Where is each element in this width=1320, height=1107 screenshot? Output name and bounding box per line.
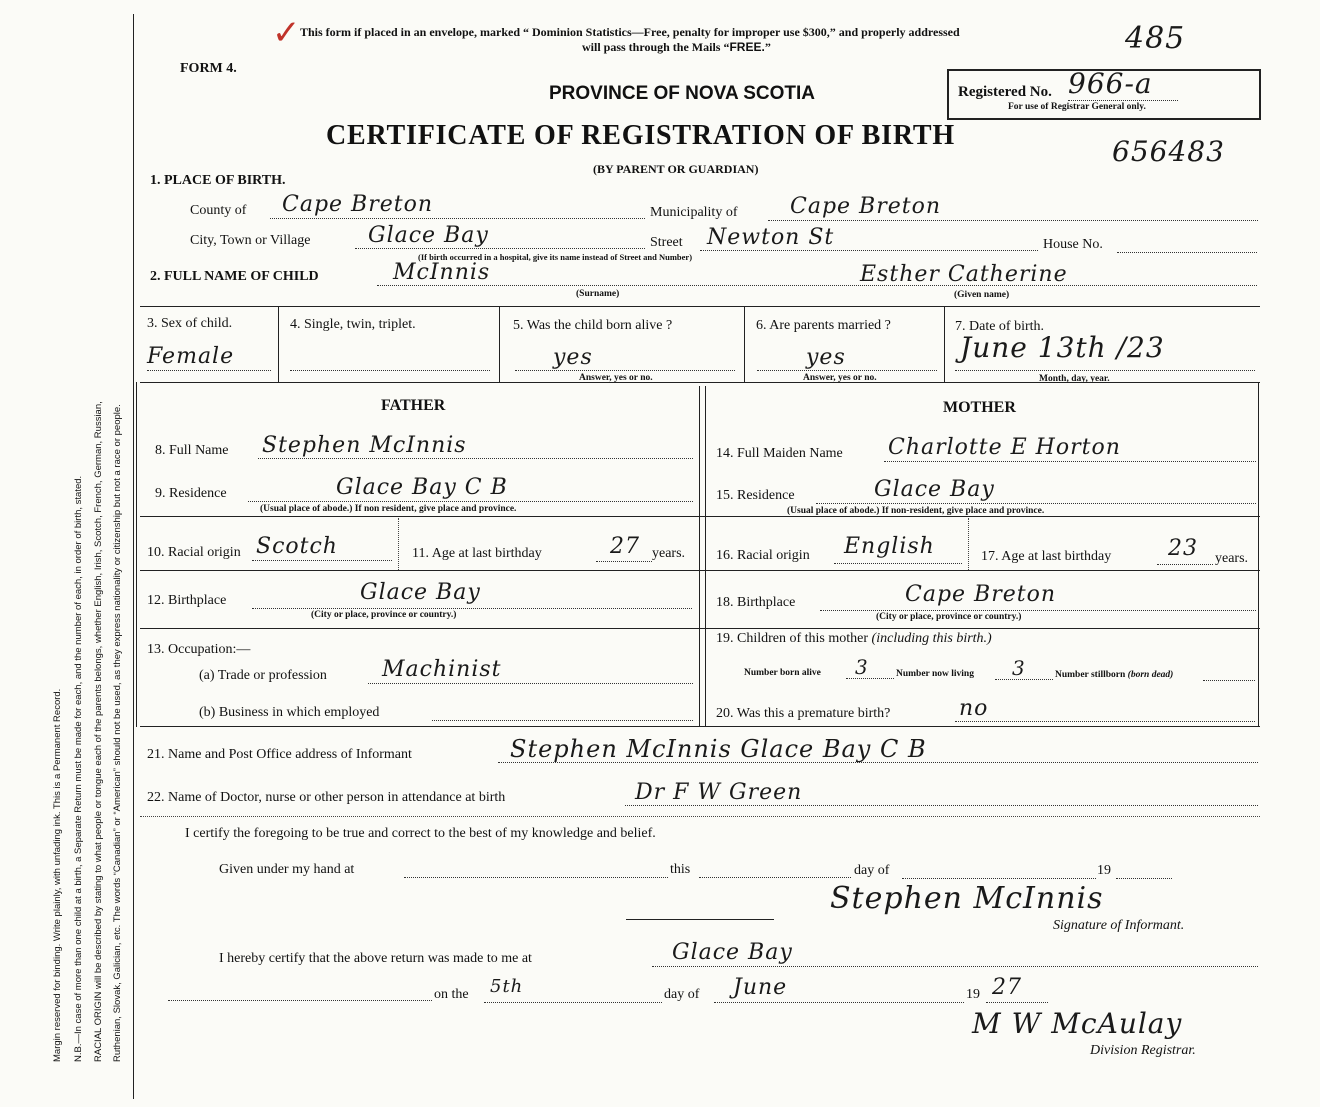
mother-residence-note: (Usual place of abode.) If non-resident, give place and province.: [787, 506, 1045, 516]
mother-racial: English: [844, 534, 935, 559]
dob-label: 7. Date of birth.: [955, 319, 1045, 334]
certificate-title: CERTIFICATE OF REGISTRATION OF BIRTH: [326, 120, 955, 151]
father-birthplace: Glace Bay: [360, 580, 481, 605]
on-the-label: on the: [434, 987, 469, 1002]
doctor-value: Dr F W Green: [635, 780, 803, 805]
mother-years: years.: [1215, 551, 1249, 566]
mother-racial-label: 16. Racial origin: [716, 548, 810, 563]
mother-age-label: 17. Age at last birthday: [981, 549, 1112, 564]
registrar-year: 27: [992, 975, 1022, 1000]
year-prefix-1: 19: [1097, 863, 1111, 878]
certificate-subtitle: (BY PARENT OR GUARDIAN): [593, 162, 759, 176]
father-name: Stephen McInnis: [262, 433, 467, 458]
father-heading: FATHER: [381, 397, 446, 414]
premature-value: no: [959, 696, 989, 721]
father-age: 27: [610, 534, 640, 559]
informant-signature: Stephen McInnis: [830, 881, 1104, 916]
registered-note: For use of Registrar General only.: [1008, 102, 1146, 112]
mother-residence: Glace Bay: [874, 477, 995, 502]
registrar-signature: M W McAulay: [972, 1007, 1183, 1040]
father-residence: Glace Bay C B: [336, 475, 508, 500]
sex-value: Female: [147, 344, 235, 369]
day-of-label: day of: [854, 863, 890, 878]
registrar-place: Glace Bay: [672, 940, 793, 965]
premature-label: 20. Was this a premature birth?: [716, 706, 891, 721]
form-number: FORM 4.: [180, 61, 237, 76]
now-living-count: 3: [1012, 656, 1026, 680]
street-label: Street: [650, 235, 683, 250]
street-value: Newton St: [707, 225, 835, 250]
father-birthplace-label: 12. Birthplace: [147, 593, 227, 608]
trade-label: (a) Trade or profession: [199, 668, 327, 683]
married-caption: Answer, yes or no.: [803, 373, 877, 383]
mother-age: 23: [1168, 536, 1198, 561]
municipality-label: Municipality of: [650, 205, 738, 220]
children-label: 19. Children of this mother (including this birth.): [716, 631, 992, 646]
registrar-signature-caption: Division Registrar.: [1090, 1043, 1196, 1058]
margin-note-racial-1: RACIAL ORIGIN will be described by stating to what people or tongue each of the parents belongs, whether English, Irish, Scotch, French, German, Russian,: [93, 401, 104, 1062]
city-value: Glace Bay: [368, 223, 489, 248]
this-label: this: [670, 862, 691, 877]
notice-line-2: will pass through the Mails “FREE.”: [582, 40, 771, 54]
mother-residence-label: 15. Residence: [716, 488, 795, 503]
informant-label: 21. Name and Post Office address of Informant: [147, 747, 412, 762]
doctor-label: 22. Name of Doctor, nurse or other person in attendance at birth: [147, 790, 506, 805]
county-value: Cape Breton: [282, 192, 434, 217]
left-border: [133, 14, 134, 1099]
born-alive-caption: Answer, yes or no.: [579, 373, 653, 383]
informant-value: Stephen McInnis Glace Bay C B: [510, 735, 927, 763]
born-alive-label: 5. Was the child born alive ?: [513, 318, 673, 333]
province-heading: PROVINCE OF NOVA SCOTIA: [549, 83, 816, 104]
father-years: years.: [652, 546, 686, 561]
born-alive-value: yes: [553, 345, 593, 370]
margin-note-nb: N.B.—In case of more than one child at a birth, a Separate Return must be made for each, and the number of each, in order of birth, stated.: [73, 475, 84, 1062]
given-caption: (Given name): [954, 290, 1010, 300]
father-racial-label: 10. Racial origin: [147, 545, 241, 560]
trade-value: Machinist: [382, 657, 502, 682]
child-name-label: 2. FULL NAME OF CHILD: [150, 269, 319, 284]
father-residence-label: 9. Residence: [155, 486, 227, 501]
registered-label: Registered No.: [958, 84, 1052, 100]
year-prefix-2: 19: [966, 987, 980, 1002]
day-of-label-2: day of: [664, 987, 700, 1002]
certify-statement: I certify the foregoing to be true and correct to the best of my knowledge and belief.: [185, 826, 656, 841]
business-label: (b) Business in which employed: [199, 705, 380, 720]
mother-birthplace: Cape Breton: [905, 582, 1057, 607]
occupation-label: 13. Occupation:—: [147, 642, 251, 657]
registrar-statement: I hereby certify that the above return was made to me at: [219, 951, 532, 966]
house-number-label: House No.: [1043, 237, 1103, 252]
hospital-note: (If birth occurred in a hospital, give its name instead of Street and Number): [418, 252, 693, 262]
child-surname: McInnis: [393, 260, 491, 285]
informant-signature-caption: Signature of Informant.: [1053, 918, 1185, 933]
registrar-day: 5th: [490, 976, 524, 997]
dob-value: June 13th /23: [960, 331, 1165, 364]
surname-caption: (Surname): [576, 289, 620, 299]
now-living-label: Number now living: [896, 669, 974, 679]
married-value: yes: [806, 345, 846, 370]
given-under-label: Given under my hand at: [219, 862, 355, 877]
notice-line-1: This form if placed in an envelope, marked “ Dominion Statistics—Free, penalty for improper use $300,” and properly addressed: [300, 25, 960, 39]
born-alive-count-label: Number born alive: [744, 668, 821, 678]
father-residence-note: (Usual place of abode.) If non resident, give place and province.: [260, 504, 517, 514]
mother-birthplace-note: (City or place, province or country.): [876, 612, 1022, 622]
place-of-birth-heading: 1. PLACE OF BIRTH.: [150, 173, 286, 188]
child-given-names: Esther Catherine: [860, 262, 1068, 287]
county-label: County of: [190, 203, 247, 218]
check-mark: ✓: [272, 13, 301, 53]
dob-caption: Month, day, year.: [1039, 374, 1110, 384]
registrar-month: June: [733, 975, 788, 1000]
father-birthplace-note: (City or place, province or country.): [311, 610, 457, 620]
margin-note-binding: Margin reserved for binding. Write plainly, with unfading ink. This is a Permanent Record.: [52, 688, 63, 1062]
married-label: 6. Are parents married ?: [756, 318, 891, 333]
margin-number-top: 485: [1125, 21, 1186, 56]
multiple-birth-label: 4. Single, twin, triplet.: [290, 317, 416, 332]
stillborn-label: Number stillborn (born dead): [1055, 670, 1174, 680]
father-racial: Scotch: [256, 534, 338, 559]
sex-label: 3. Sex of child.: [147, 316, 233, 331]
born-alive-count: 3: [855, 655, 869, 679]
city-label: City, Town or Village: [190, 233, 311, 248]
municipality-value: Cape Breton: [790, 194, 942, 219]
father-age-label: 11. Age at last birthday: [412, 546, 542, 561]
mother-name: Charlotte E Horton: [888, 435, 1121, 460]
registered-value: 966-a: [1068, 67, 1153, 100]
margin-note-racial-2: Ruthenian, Slovak, Galician, etc. The words “Canadian” or “American” should not be used, as they express nationality or citizenship but not a race or people.: [112, 404, 123, 1062]
mother-heading: MOTHER: [943, 399, 1016, 416]
father-name-label: 8. Full Name: [155, 443, 229, 458]
margin-number-right: 656483: [1112, 135, 1225, 168]
mother-name-label: 14. Full Maiden Name: [716, 446, 843, 461]
mother-birthplace-label: 18. Birthplace: [716, 595, 796, 610]
